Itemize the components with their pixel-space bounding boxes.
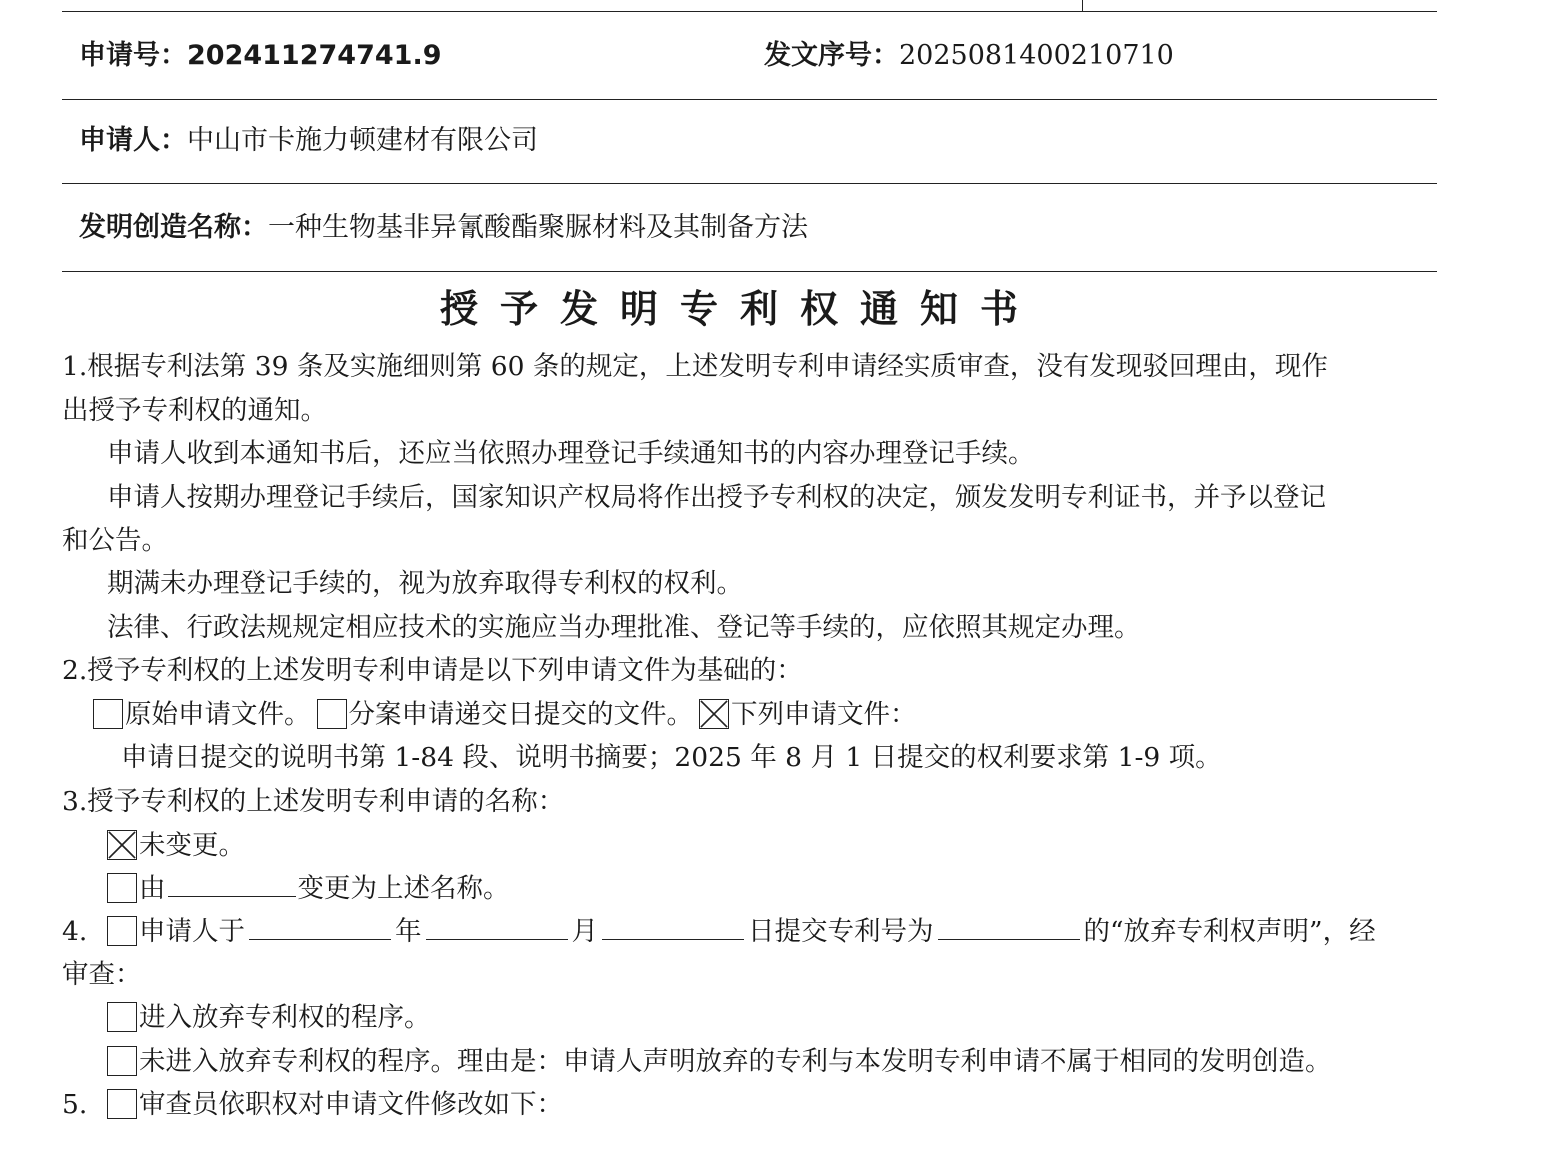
- section4-line1: [62, 914, 1376, 950]
- section5-number: 5.: [62, 1089, 88, 1120]
- checkbox-divisional-files[interactable]: [317, 699, 347, 729]
- top-divider-tick: [1082, 0, 1083, 12]
- section4-text-c: 的“放弃专利权声明”，经: [1083, 916, 1376, 947]
- invention-name-value: 一种生物基非异氰酸酯聚脲材料及其制备方法: [268, 212, 808, 243]
- section1-paragraph2: 申请人收到本通知书后，还应当依照办理登记手续通知书的内容办理登记手续。: [107, 438, 1035, 469]
- blank-day: [602, 917, 744, 940]
- section2-heading: 2.授予专利权的上述发明专利申请是以下列申请文件为基础的：: [62, 655, 803, 686]
- rule-after-numbers: [62, 99, 1437, 100]
- checkbox-following-files[interactable]: [699, 699, 729, 729]
- option-enter-abandon-label: 进入放弃专利权的程序。: [139, 1002, 431, 1033]
- section5-text: 审查员依职权对申请文件修改如下：: [139, 1089, 563, 1120]
- section4-line2: 审查：: [62, 959, 142, 990]
- section1-paragraph3-line1: 申请人按期办理登记手续后，国家知识产权局将作出授予专利权的决定，颁发发明专利证书，并予以登记: [107, 482, 1326, 513]
- dispatch-number-field: [764, 38, 1174, 74]
- section1-paragraph4: 期满未办理登记手续的，视为放弃取得专利权的权利。: [107, 568, 743, 599]
- section3-option-changed: [107, 871, 510, 907]
- dispatch-number-label: 发文序号：: [764, 40, 899, 71]
- cross-mark-icon: [700, 700, 728, 728]
- option-following-files-label: 下列申请文件：: [731, 699, 917, 730]
- section4-option-enter: [107, 1000, 431, 1036]
- option-name-changed-suffix: 变更为上述名称。: [297, 873, 510, 904]
- checkbox-abandon-declaration[interactable]: [107, 916, 137, 946]
- section1-paragraph5: 法律、行政法规规定相应技术的实施应当办理批准、登记等手续的，应依照其规定办理。: [107, 612, 1141, 643]
- notice-title: 授予发明专利权通知书: [439, 287, 1040, 331]
- application-number-field: [79, 38, 441, 74]
- section2-options: [93, 697, 917, 733]
- applicant-field: [79, 123, 538, 159]
- section4-number: 4.: [62, 916, 88, 947]
- checkbox-name-unchanged[interactable]: [107, 830, 137, 860]
- checkbox-original-files[interactable]: [93, 699, 123, 729]
- rule-after-applicant: [62, 183, 1437, 184]
- application-number-value: 202411274741.9: [187, 40, 442, 71]
- dispatch-number-value: 2025081400210710: [899, 40, 1174, 71]
- invention-name-label: 发明创造名称：: [79, 212, 268, 243]
- option-name-changed-prefix: 由: [139, 873, 166, 904]
- checkbox-examiner-amendment[interactable]: [107, 1089, 137, 1119]
- section4-text-b: 日提交专利号为: [748, 916, 934, 947]
- blank-year: [249, 917, 391, 940]
- blank-patent-number: [938, 917, 1080, 940]
- section4-option-not-enter: [107, 1044, 1332, 1080]
- option-original-files-label: 原始申请文件。: [125, 699, 311, 730]
- section1-line1: 1.根据专利法第 39 条及实施细则第 60 条的规定，上述发明专利申请经实质审查，没有发现驳回理由，现作: [62, 351, 1328, 382]
- applicant-value: 中山市卡施力顿建材有限公司: [187, 125, 538, 156]
- checkbox-not-enter-abandon-procedure[interactable]: [107, 1046, 137, 1076]
- top-rule: [62, 11, 1437, 12]
- checkbox-enter-abandon-procedure[interactable]: [107, 1002, 137, 1032]
- invention-name-field: [79, 210, 808, 246]
- blank-original-name: [168, 874, 296, 897]
- section3-heading: 3.授予专利权的上述发明专利申请的名称：: [62, 786, 565, 817]
- application-number-label: 申请号：: [79, 40, 187, 71]
- section5-line: [62, 1087, 563, 1123]
- section1-line2: 出授予专利权的通知。: [62, 395, 327, 426]
- section4-text-a: 申请人于: [139, 916, 245, 947]
- section4-year-label: 年: [395, 916, 422, 947]
- section1-paragraph3-line2: 和公告。: [62, 525, 168, 556]
- section4-month-label: 月: [571, 916, 598, 947]
- applicant-label: 申请人：: [79, 125, 187, 156]
- cross-mark-icon: [108, 831, 136, 859]
- section3-option-unchanged: [107, 828, 245, 864]
- blank-month: [426, 917, 568, 940]
- checkbox-name-changed[interactable]: [107, 873, 137, 903]
- option-name-unchanged-label: 未变更。: [139, 830, 245, 861]
- option-not-enter-abandon-label: 未进入放弃专利权的程序。理由是：申请人声明放弃的专利与本发明专利申请不属于相同的发明创造。: [139, 1046, 1332, 1077]
- section2-detail: 申请日提交的说明书第 1-84 段、说明书摘要；2025 年 8 月 1 日提交的权利要求第 1-9 项。: [121, 742, 1222, 773]
- option-divisional-files-label: 分案申请递交日提交的文件。: [348, 699, 693, 730]
- rule-after-invention-name: [62, 271, 1437, 272]
